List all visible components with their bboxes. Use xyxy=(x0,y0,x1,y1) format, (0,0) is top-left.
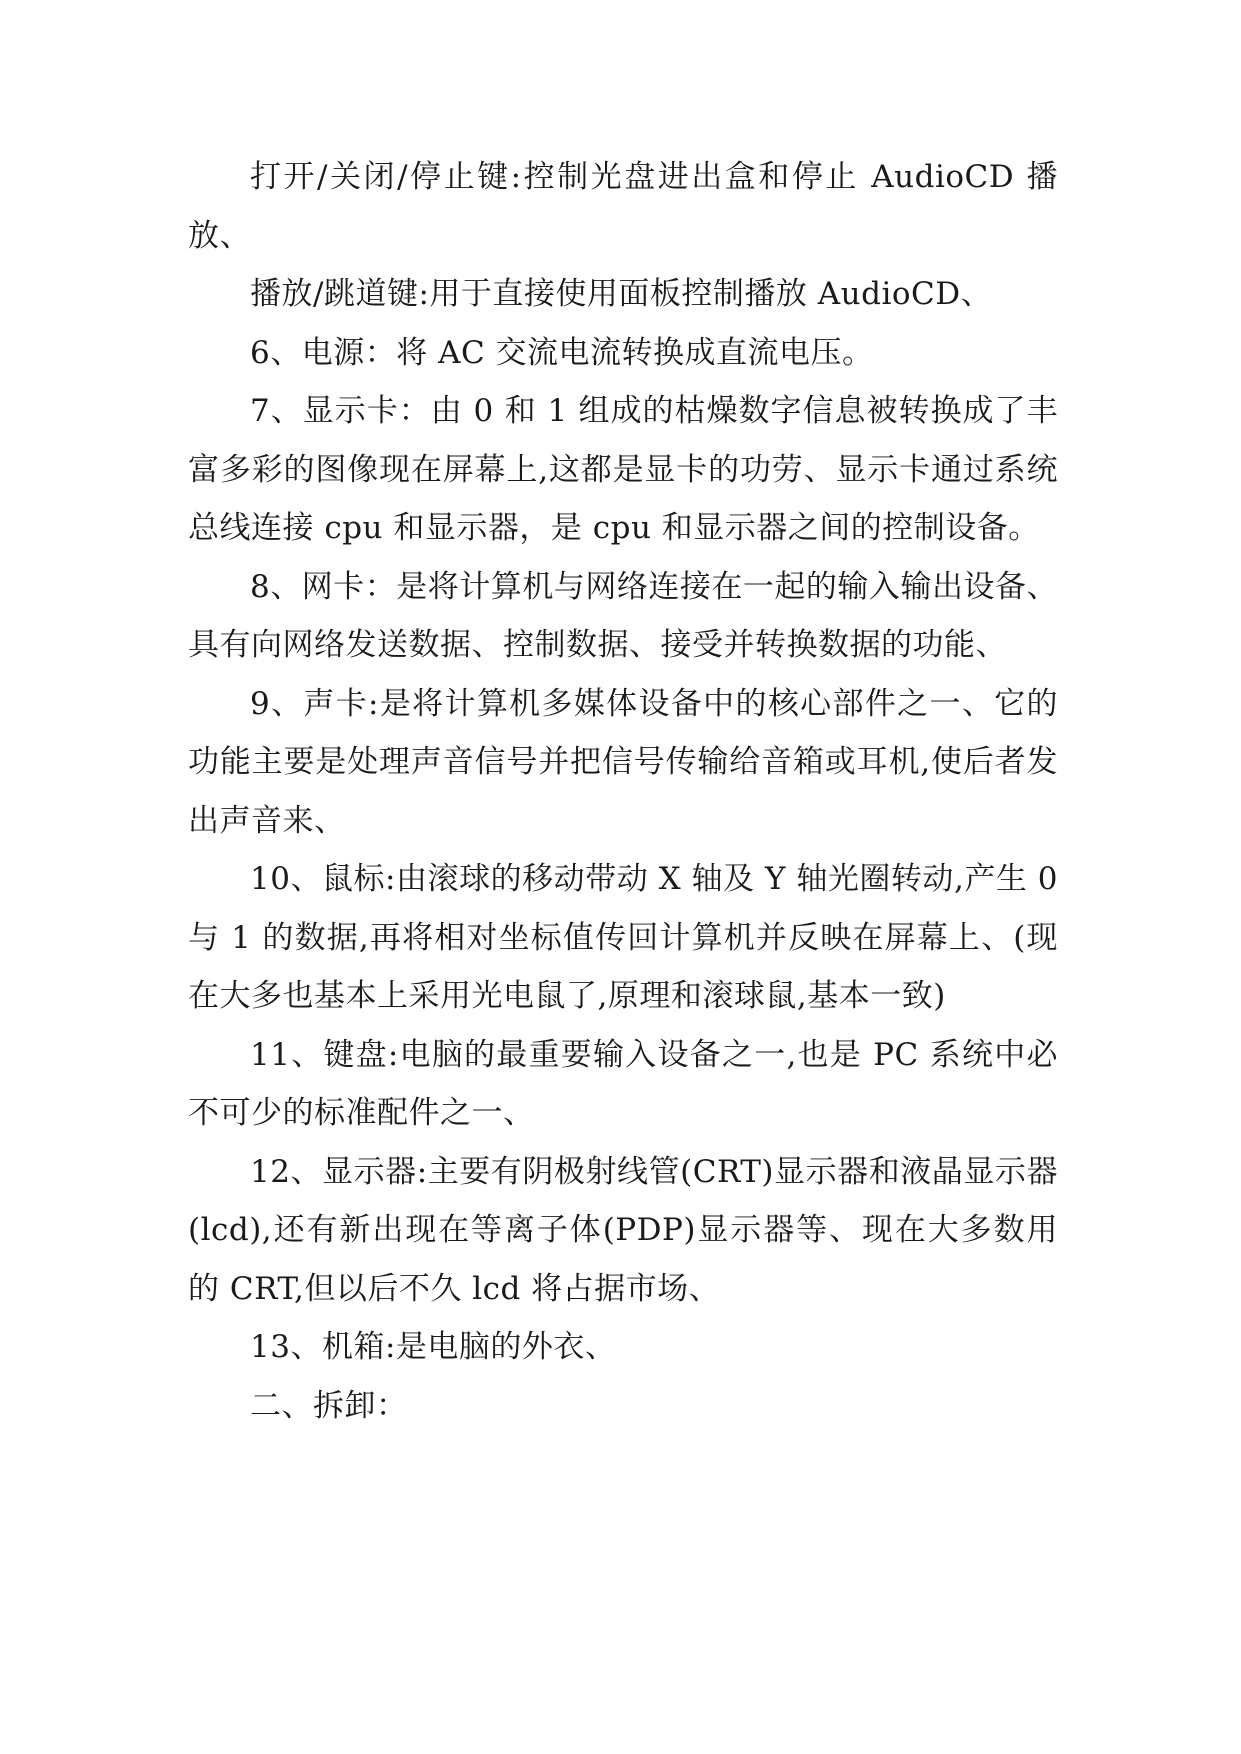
section-heading-disassembly: 二、拆卸： xyxy=(250,1387,408,1424)
paragraph-case: 13、机箱:是电脑的外衣、 xyxy=(250,1329,617,1365)
paragraph-power-supply: 6、电源：将 AC 交流电流转换成直流电压。 xyxy=(250,334,874,371)
paragraph-network-card: 8、网卡：是将计算机与网络连接在一起的输入输出设备、具有向网络发送数据、控制数据、接受并转换数据的功能、 xyxy=(188,568,1058,663)
paragraph-keyboard: 11、键盘:电脑的最重要输入设备之一,也是 PC 系统中必不可少的标准配件之一、 xyxy=(188,1036,1058,1131)
paragraph-graphics-card: 7、显示卡：由 0 和 1 组成的枯燥数字信息被转换成了丰富多彩的图像现在屏幕上,这都是显卡的功劳、显示卡通过系统总线连接 cpu 和显示器，是 cpu 和显示器之间的控制设备。 xyxy=(188,393,1058,546)
document-body xyxy=(188,148,1058,1435)
paragraph-open-close-stop-key: 打开/关闭/停止键:控制光盘进出盒和停止 AudioCD 播放、 xyxy=(188,159,1058,254)
paragraph-mouse: 10、鼠标:由滚球的移动带动 X 轴及 Y 轴光圈转动,产生 0 与 1 的数据,再将相对坐标值传回计算机并反映在屏幕上、(现在大多也基本上采用光电鼠了,原理和滚球鼠,基本一致) xyxy=(188,861,1058,1014)
paragraph-monitor: 12、显示器:主要有阴极射线管(CRT)显示器和液晶显示器(lcd),还有新出现在等离子体(PDP)显示器等、现在大多数用的 CRT,但以后不久 lcd 将占据市场、 xyxy=(188,1153,1058,1307)
paragraph-play-skip-key: 播放/跳道键:用于直接使用面板控制播放 AudioCD、 xyxy=(250,276,993,312)
paragraph-sound-card: 9、声卡:是将计算机多媒体设备中的核心部件之一、它的功能主要是处理声音信号并把信号传输给音箱或耳机,使后者发出声音来、 xyxy=(188,685,1058,839)
